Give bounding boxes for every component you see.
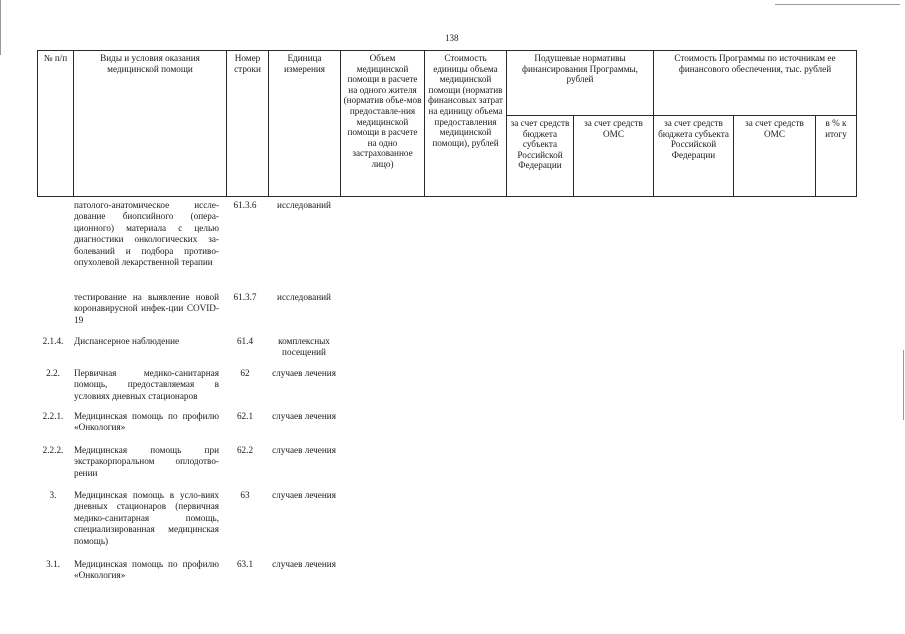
- header-cost: Стоимость единицы объема медицинской помощи (норматив финансовых затрат на единицу объема предоставления медицинской помощи), рублей: [425, 51, 507, 197]
- row-code: 62.2: [236, 445, 254, 455]
- row-unit: исследований: [277, 292, 331, 302]
- row-unit: случаев лечения: [272, 445, 336, 455]
- row-code: 62.1: [236, 411, 254, 421]
- header-prog-pct: в % к итогу: [816, 116, 857, 197]
- row-num: 2.2.1.: [42, 411, 64, 421]
- row-unit: комплексных посещений: [278, 336, 330, 358]
- row-unit: исследований: [277, 200, 331, 210]
- header-prog-budget: за счет средств бюджета субъекта Российской Федерации: [654, 116, 734, 197]
- header-program-cost: Стоимость Программы по источникам ее финансового обеспечения, тыс. рублей: [654, 51, 857, 116]
- row-name: патолого-анатомическое иссле-дование биопсийного (опера-ционного) материала с целью диагностики онкологических за-болеваний и подбора противо-опухолевой лекарственной терапии: [74, 200, 219, 268]
- header-volume: Объем медицинской помощи в расчете на одного жителя (норматив объе-мов предоставле-ния медицинской помощи в расчете на одно застрахованное лицо): [341, 51, 425, 197]
- row-num: 2.1.4.: [42, 336, 64, 346]
- row-num: 2.2.2.: [42, 445, 64, 455]
- row-name: Медицинская помощь при экстракорпоральном оплодотво-рении: [74, 445, 219, 478]
- header-name: Виды и условия оказания медицинской помощи: [74, 51, 227, 197]
- header-line: Номер строки: [227, 51, 269, 197]
- row-name: тестирование на выявление новой коронавирусной инфек-ции COVID-19: [74, 292, 219, 325]
- row-unit: случаев лечения: [272, 411, 336, 421]
- page-number: 138: [445, 33, 459, 43]
- row-code: 63.1: [236, 559, 254, 569]
- row-num: 3.: [49, 490, 57, 500]
- row-name: Диспансерное наблюдение: [74, 336, 180, 346]
- row-code: 62: [240, 368, 250, 378]
- row-code: 61.3.6: [233, 200, 257, 210]
- row-unit: случаев лечения: [272, 368, 336, 378]
- row-num: 3.1.: [46, 559, 60, 569]
- header-num: № п/п: [38, 51, 74, 197]
- table-header: [37, 50, 857, 197]
- row-code: 61.3.7: [233, 292, 257, 302]
- header-pc-oms: за счет средств ОМС: [574, 116, 654, 197]
- header-pc-budget: за счет средств бюджета субъекта Российской Федерации: [507, 116, 574, 197]
- row-unit: случаев лечения: [272, 559, 336, 569]
- row-code: 61.4: [236, 336, 254, 346]
- header-unit: Единица измерения: [269, 51, 341, 197]
- header-per-capita: Подушевые нормативы финансирования Программы, рублей: [507, 51, 654, 116]
- row-unit: случаев лечения: [272, 490, 336, 500]
- row-num: 2.2.: [46, 368, 60, 378]
- row-name: Первичная медико-санитарная помощь, предоставляемая в условиях дневных стационаров: [74, 368, 219, 401]
- scan-edge-top: [775, 4, 900, 5]
- row-code: 63: [240, 490, 250, 500]
- row-name: Медицинская помощь по профилю «Онкология»: [74, 411, 219, 433]
- row-name: Медицинская помощь в усло-виях дневных стационаров (первичная медико-санитарная помощь, специализированная медицинская помощь): [74, 490, 219, 546]
- scan-edge-left: [0, 0, 1, 55]
- scan-edge-right: [903, 350, 904, 420]
- header-prog-oms: за счет средств ОМС: [734, 116, 816, 197]
- row-name: Медицинская помощь по профилю «Онкология»: [74, 559, 219, 581]
